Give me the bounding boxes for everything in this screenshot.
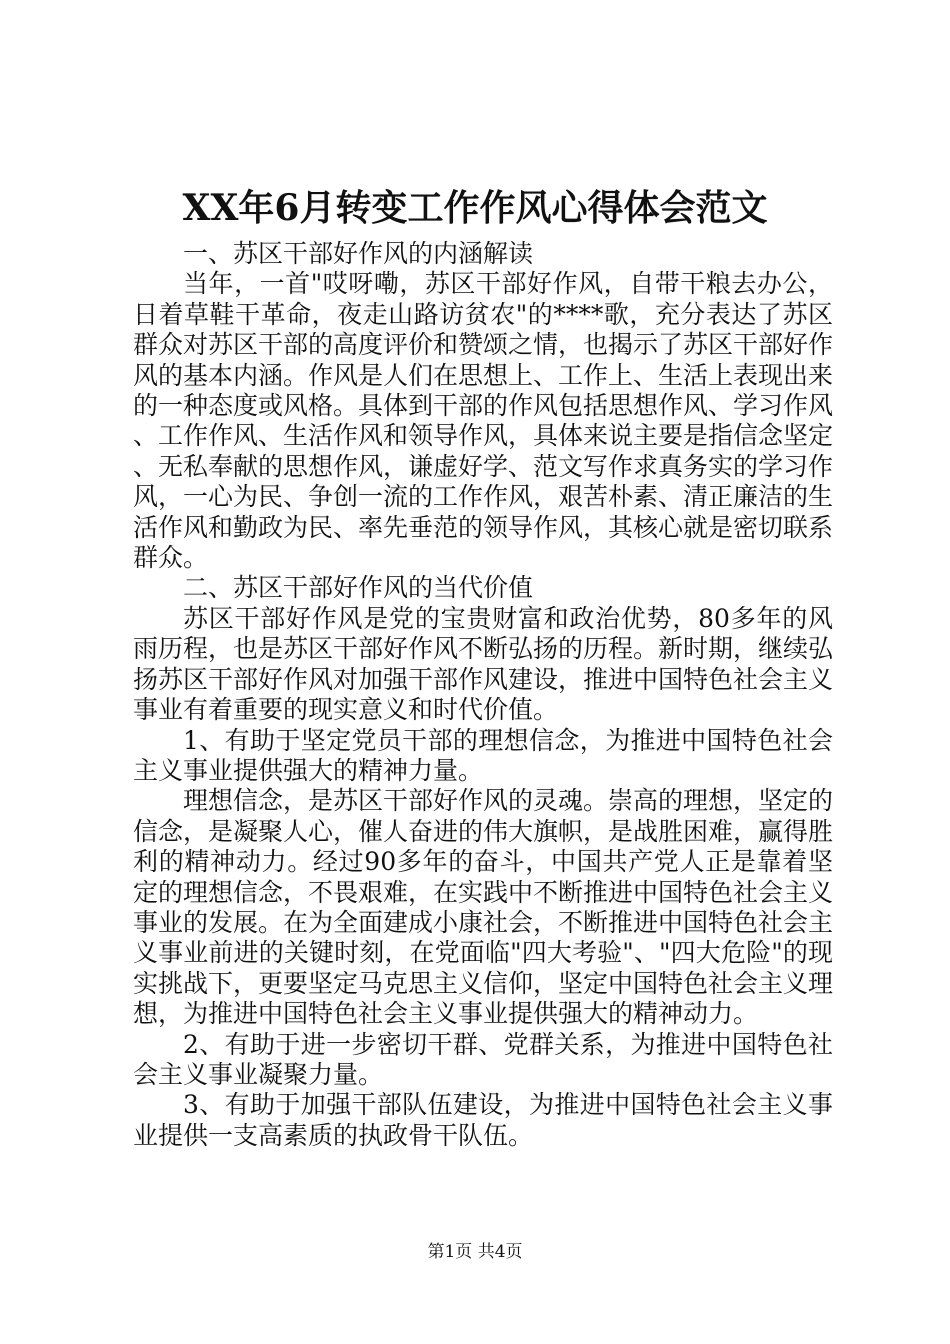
document-title: XX年6月转变工作作风心得体会范文 xyxy=(182,187,768,229)
section-heading: 二、苏区干部好作风的当代价值 xyxy=(183,573,534,603)
body-paragraph: 苏区干部好作风是党的宝贵财富和政治优势，80多年的风雨历程，也是苏区干部好作风不断弘扬的历程。新时期，继续弘扬苏区干部好作风对加强干部作风建设，推进中国特色社会主义事业有着重要的现实意义和时代价值。 xyxy=(133,603,834,725)
list-item-paragraph: 1、有助于坚定党员干部的理想信念，为推进中国特色社会主义事业提供强大的精神力量。 xyxy=(133,725,833,785)
body-paragraph: 当年，一首"哎呀嘞，苏区干部好作风，自带干粮去办公，日着草鞋干革命，夜走山路访贫农"的****歌，充分表达了苏区群众对苏区干部的高度评价和赞颂之情，也揭示了苏区干部好作风的基本内涵。作风是人们在思想上、工作上、生活上表现出来的一种态度或风格。具体到干部的作风包括思想作风、学习作风、工作作风、生活作风和领导作风，具体来说主要是指信念坚定、无私奉献的思想作风，谦虚好学、范文写作求真务实的学习作风，一心为民、争创一流的工作作风，艰苦朴素、清正廉洁的生活作风和勤政为民、率先垂范的领导作风，其核心就是密切联系群众。 xyxy=(133,269,834,573)
list-item-paragraph: 2、有助于进一步密切干群、党群关系，为推进中国特色社会主义事业凝聚力量。 xyxy=(133,1029,833,1089)
document-body xyxy=(133,239,833,1151)
page-footer: 第1页 共4页 xyxy=(427,1242,523,1262)
list-item-paragraph: 3、有助于加强干部队伍建设，为推进中国特色社会主义事业提供一支高素质的执政骨干队伍。 xyxy=(133,1090,833,1150)
section-heading: 一、苏区干部好作风的内涵解读 xyxy=(183,239,534,268)
body-paragraph: 理想信念，是苏区干部好作风的灵魂。崇高的理想，坚定的信念，是凝聚人心，催人奋进的伟大旗帜，是战胜困难，赢得胜利的精神动力。经过90多年的奋斗，中国共产党人正是靠着坚定的理想信念，不畏艰难，在实践中不断推进中国特色社会主义事业的发展。在为全面建成小康社会，不断推进中国特色社会主义事业前进的关键时刻，在党面临"四大考验"、"四大危险"的现实挑战下，更要坚定马克思主义信仰，坚定中国特色社会主义理想，为推进中国特色社会主义事业提供强大的精神动力。 xyxy=(133,786,834,1029)
